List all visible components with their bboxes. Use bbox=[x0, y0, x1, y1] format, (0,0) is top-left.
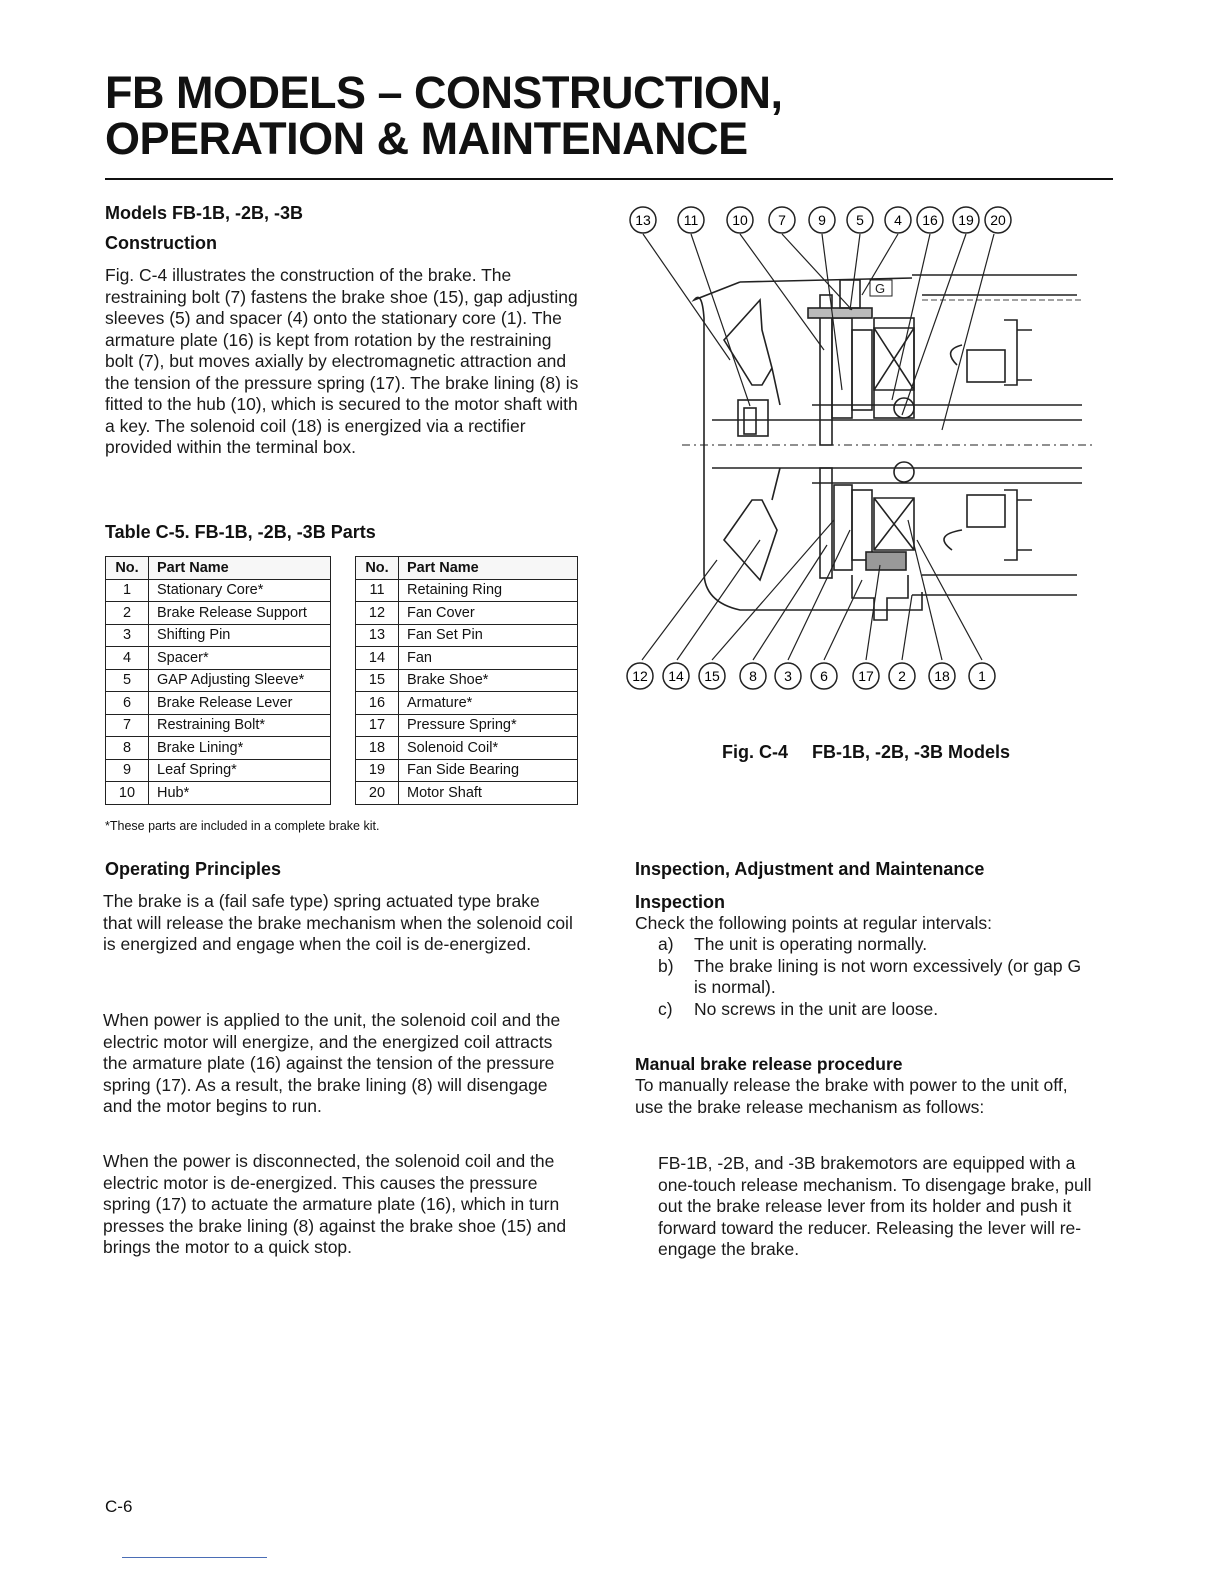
brake-release-lever bbox=[852, 575, 908, 620]
list-item-text: The unit is operating normally. bbox=[694, 934, 928, 954]
title-rule bbox=[105, 178, 1113, 180]
callout-4: 4 bbox=[894, 212, 902, 228]
page-title-line-1: FB MODELS – CONSTRUCTION, bbox=[105, 67, 783, 118]
leader-13 bbox=[643, 234, 730, 360]
callout-14: 14 bbox=[668, 668, 684, 684]
operating-paragraph-3: When the power is disconnected, the solenoid coil and the electric motor is de-energized. This causes the pressure spring (17) to actuate the armature plate (16), which in turn presses the brake lining (8) against the brake shoe (15) and brings the motor to a quick stop. bbox=[103, 1151, 567, 1257]
models-heading: Models FB-1B, -2B, -3B bbox=[105, 203, 304, 223]
top-leader-lines bbox=[643, 234, 994, 430]
motor-side-flange bbox=[1004, 320, 1017, 560]
callout-2: 2 bbox=[898, 668, 906, 684]
part-name: Brake Lining* bbox=[149, 737, 331, 760]
table-row bbox=[356, 714, 578, 737]
inspection-section-heading: Inspection, Adjustment and Maintenance bbox=[635, 859, 985, 879]
fan-hub bbox=[738, 400, 768, 436]
part-number: 5 bbox=[106, 669, 149, 692]
callout-8: 8 bbox=[749, 668, 757, 684]
brake-lining-lower bbox=[820, 468, 832, 578]
callout-18: 18 bbox=[934, 668, 950, 684]
callout-7: 7 bbox=[778, 212, 786, 228]
part-name: Fan Cover bbox=[399, 602, 578, 625]
leader-6 bbox=[824, 580, 862, 660]
armature-plate bbox=[852, 330, 872, 410]
bottom-leader-lines bbox=[642, 520, 982, 660]
leader-3 bbox=[788, 530, 850, 660]
part-name: Restraining Bolt* bbox=[149, 714, 331, 737]
callout-16: 16 bbox=[922, 212, 938, 228]
part-number: 19 bbox=[356, 759, 399, 782]
terminal-box bbox=[1017, 330, 1032, 550]
table-row bbox=[356, 647, 578, 670]
inspection-intro: Check the following points at regular intervals: bbox=[635, 913, 992, 933]
leader-10 bbox=[740, 234, 824, 350]
part-name: Armature* bbox=[399, 692, 578, 715]
column-header-no: No. bbox=[106, 557, 149, 580]
part-number: 4 bbox=[106, 647, 149, 670]
table-row bbox=[106, 714, 331, 737]
callout-9: 9 bbox=[818, 212, 826, 228]
part-number: 2 bbox=[106, 602, 149, 625]
callout-17: 17 bbox=[858, 668, 874, 684]
column-header-part-name: Part Name bbox=[399, 557, 578, 580]
part-number: 7 bbox=[106, 714, 149, 737]
part-name: Leaf Spring* bbox=[149, 759, 331, 782]
column-header-part-name: Part Name bbox=[149, 557, 331, 580]
solenoid-coil-lower bbox=[874, 498, 914, 550]
table-row bbox=[106, 602, 331, 625]
part-name: Brake Shoe* bbox=[399, 669, 578, 692]
list-item bbox=[658, 999, 1098, 1021]
restraining-bolt bbox=[808, 308, 872, 318]
manual-release-intro: To manually release the brake with power to the unit off, use the brake release mechanism as follows: bbox=[635, 1075, 1068, 1117]
list-item-text: No screws in the unit are loose. bbox=[694, 998, 939, 1019]
part-number: 13 bbox=[356, 624, 399, 647]
operating-principles-heading: Operating Principles bbox=[105, 859, 282, 879]
callout-1: 1 bbox=[978, 668, 986, 684]
leader-1 bbox=[917, 540, 982, 660]
table-row bbox=[106, 579, 331, 602]
operating-paragraph-1: The brake is a (fail safe type) spring actuated type brake that will release the brake mechanism when the solenoid coil is energized and engage when the coil is de-energized. bbox=[103, 891, 573, 954]
part-name: Fan Side Bearing bbox=[399, 759, 578, 782]
manual-release-heading: Manual brake release procedure bbox=[635, 1054, 903, 1074]
part-name: Hub* bbox=[149, 782, 331, 805]
inspection-checklist bbox=[658, 934, 1098, 1020]
part-name: Pressure Spring* bbox=[399, 714, 578, 737]
leader-19 bbox=[902, 234, 966, 415]
callout-6: 6 bbox=[820, 668, 828, 684]
callout-19: 19 bbox=[958, 212, 974, 228]
cable-loop bbox=[944, 345, 962, 550]
terminal-lower bbox=[967, 495, 1005, 527]
parts-table-header-row bbox=[106, 557, 331, 580]
table-row bbox=[356, 602, 578, 625]
part-number: 11 bbox=[356, 579, 399, 602]
list-item bbox=[658, 956, 1098, 999]
table-row bbox=[356, 692, 578, 715]
callout-13: 13 bbox=[635, 212, 651, 228]
parts-table-header-row bbox=[356, 557, 578, 580]
part-number: 9 bbox=[106, 759, 149, 782]
bottom-callouts bbox=[627, 663, 995, 689]
list-marker: c) bbox=[658, 998, 673, 1019]
list-marker: a) bbox=[658, 934, 674, 954]
table-row bbox=[106, 692, 331, 715]
part-number: 10 bbox=[106, 782, 149, 805]
fan-set-pin bbox=[744, 408, 756, 434]
leader-20 bbox=[942, 234, 994, 430]
figure-caption bbox=[722, 742, 1010, 763]
table-row bbox=[106, 669, 331, 692]
leader-2 bbox=[902, 595, 912, 660]
fan-blade-upper bbox=[724, 300, 780, 405]
leader-12 bbox=[642, 560, 717, 660]
callout-3: 3 bbox=[784, 668, 792, 684]
table-row bbox=[356, 737, 578, 760]
table-row bbox=[356, 759, 578, 782]
column-header-no: No. bbox=[356, 557, 399, 580]
part-name: GAP Adjusting Sleeve* bbox=[149, 669, 331, 692]
part-number: 17 bbox=[356, 714, 399, 737]
table-row bbox=[356, 624, 578, 647]
leader-7 bbox=[782, 234, 852, 310]
part-number: 12 bbox=[356, 602, 399, 625]
part-number: 6 bbox=[106, 692, 149, 715]
leader-5 bbox=[850, 234, 860, 310]
page-number: C-6 bbox=[105, 1497, 133, 1516]
callout-10: 10 bbox=[732, 212, 748, 228]
part-number: 8 bbox=[106, 737, 149, 760]
part-name: Stationary Core* bbox=[149, 579, 331, 602]
construction-text: Fig. C-4 illustrates the construction of the brake. The restraining bolt (7) fastens the brake shoe (15), gap adjusting sleeves (5) and spacer (4) onto the stationary core (1). The armature plate (16) is kept from rotation by the restraining bolt (7), but moves axially by electromagnetic attraction and the tension of the pressure spring (17). The brake lining (8) is fitted to the hub (10), which is secured to the motor shaft with a key. The solenoid coil (18) is energized via a rectifier provided within the terminal box. bbox=[105, 265, 579, 457]
part-number: 20 bbox=[356, 782, 399, 805]
fan-side-bearing-lower bbox=[894, 462, 914, 482]
part-name: Brake Release Support bbox=[149, 602, 331, 625]
page-title bbox=[105, 67, 905, 164]
leader-14 bbox=[677, 540, 760, 660]
part-name: Motor Shaft bbox=[399, 782, 578, 805]
footer-line bbox=[122, 1557, 267, 1558]
part-number: 15 bbox=[356, 669, 399, 692]
brake-kit-note: *These parts are included in a complete brake kit. bbox=[105, 819, 380, 833]
part-number: 3 bbox=[106, 624, 149, 647]
construction-heading: Construction bbox=[105, 233, 217, 253]
table-row bbox=[356, 669, 578, 692]
part-number: 18 bbox=[356, 737, 399, 760]
part-name: Solenoid Coil* bbox=[399, 737, 578, 760]
part-name: Shifting Pin bbox=[149, 624, 331, 647]
motor-housing bbox=[912, 275, 1077, 595]
part-name: Fan Set Pin bbox=[399, 624, 578, 647]
table-row bbox=[106, 647, 331, 670]
part-name: Retaining Ring bbox=[399, 579, 578, 602]
brake-drawing bbox=[694, 275, 1082, 620]
table-row bbox=[356, 782, 578, 805]
callout-11: 11 bbox=[683, 212, 699, 228]
manual-release-text: FB-1B, -2B, and -3B brakemotors are equipped with a one-touch release mechanism. To disengage brake, pull out the brake release lever from its holder and push it forward toward the reducer. Releasing the lever will re-engage the brake. bbox=[658, 1153, 1092, 1259]
leader-16 bbox=[892, 234, 930, 400]
parts-table-right bbox=[355, 556, 578, 805]
list-item-text: The brake lining is not worn excessively (or gap G is normal). bbox=[694, 955, 1082, 997]
table-row bbox=[106, 759, 331, 782]
figure-caption-text: FB-1B, -2B, -3B Models bbox=[812, 742, 1011, 762]
stationary-core bbox=[874, 318, 914, 418]
top-callouts bbox=[630, 207, 1011, 233]
part-number: 1 bbox=[106, 579, 149, 602]
leader-18 bbox=[908, 520, 942, 660]
parts-table-left bbox=[105, 556, 331, 805]
table-row bbox=[106, 737, 331, 760]
table-row bbox=[356, 579, 578, 602]
part-name: Fan bbox=[399, 647, 578, 670]
list-item bbox=[658, 934, 1098, 956]
armature-lower bbox=[852, 490, 872, 560]
solenoid-coil-upper bbox=[874, 328, 914, 390]
inspection-subheading: Inspection bbox=[635, 892, 726, 912]
gap-label: G bbox=[875, 281, 886, 296]
list-marker: b) bbox=[658, 955, 674, 976]
part-number: 16 bbox=[356, 692, 399, 715]
parts-table-title: Table C-5. FB-1B, -2B, -3B Parts bbox=[105, 522, 376, 542]
pressure-spring bbox=[866, 552, 906, 570]
page-title-line-2: OPERATION & MAINTENANCE bbox=[105, 113, 748, 164]
fan-blade-lower bbox=[724, 468, 780, 580]
callout-5: 5 bbox=[856, 212, 864, 228]
part-name: Brake Release Lever bbox=[149, 692, 331, 715]
gap-adjusting-sleeve bbox=[840, 280, 860, 308]
callout-20: 20 bbox=[990, 212, 1006, 228]
leader-17 bbox=[866, 565, 880, 660]
part-number: 14 bbox=[356, 647, 399, 670]
callout-12: 12 bbox=[632, 668, 648, 684]
table-row bbox=[106, 624, 331, 647]
brake-cross-section-figure bbox=[612, 200, 1112, 700]
part-name: Spacer* bbox=[149, 647, 331, 670]
figure-caption-label: Fig. C-4 bbox=[722, 742, 788, 762]
callout-15: 15 bbox=[704, 668, 720, 684]
terminal-upper bbox=[967, 350, 1005, 382]
table-row bbox=[106, 782, 331, 805]
operating-paragraph-2: When power is applied to the unit, the solenoid coil and the electric motor will energize, and the energized coil attracts the armature plate (16) against the tension of the pressure spring (17). As a result, the brake lining (8) will disengage and the motor begins to run. bbox=[103, 1010, 561, 1116]
